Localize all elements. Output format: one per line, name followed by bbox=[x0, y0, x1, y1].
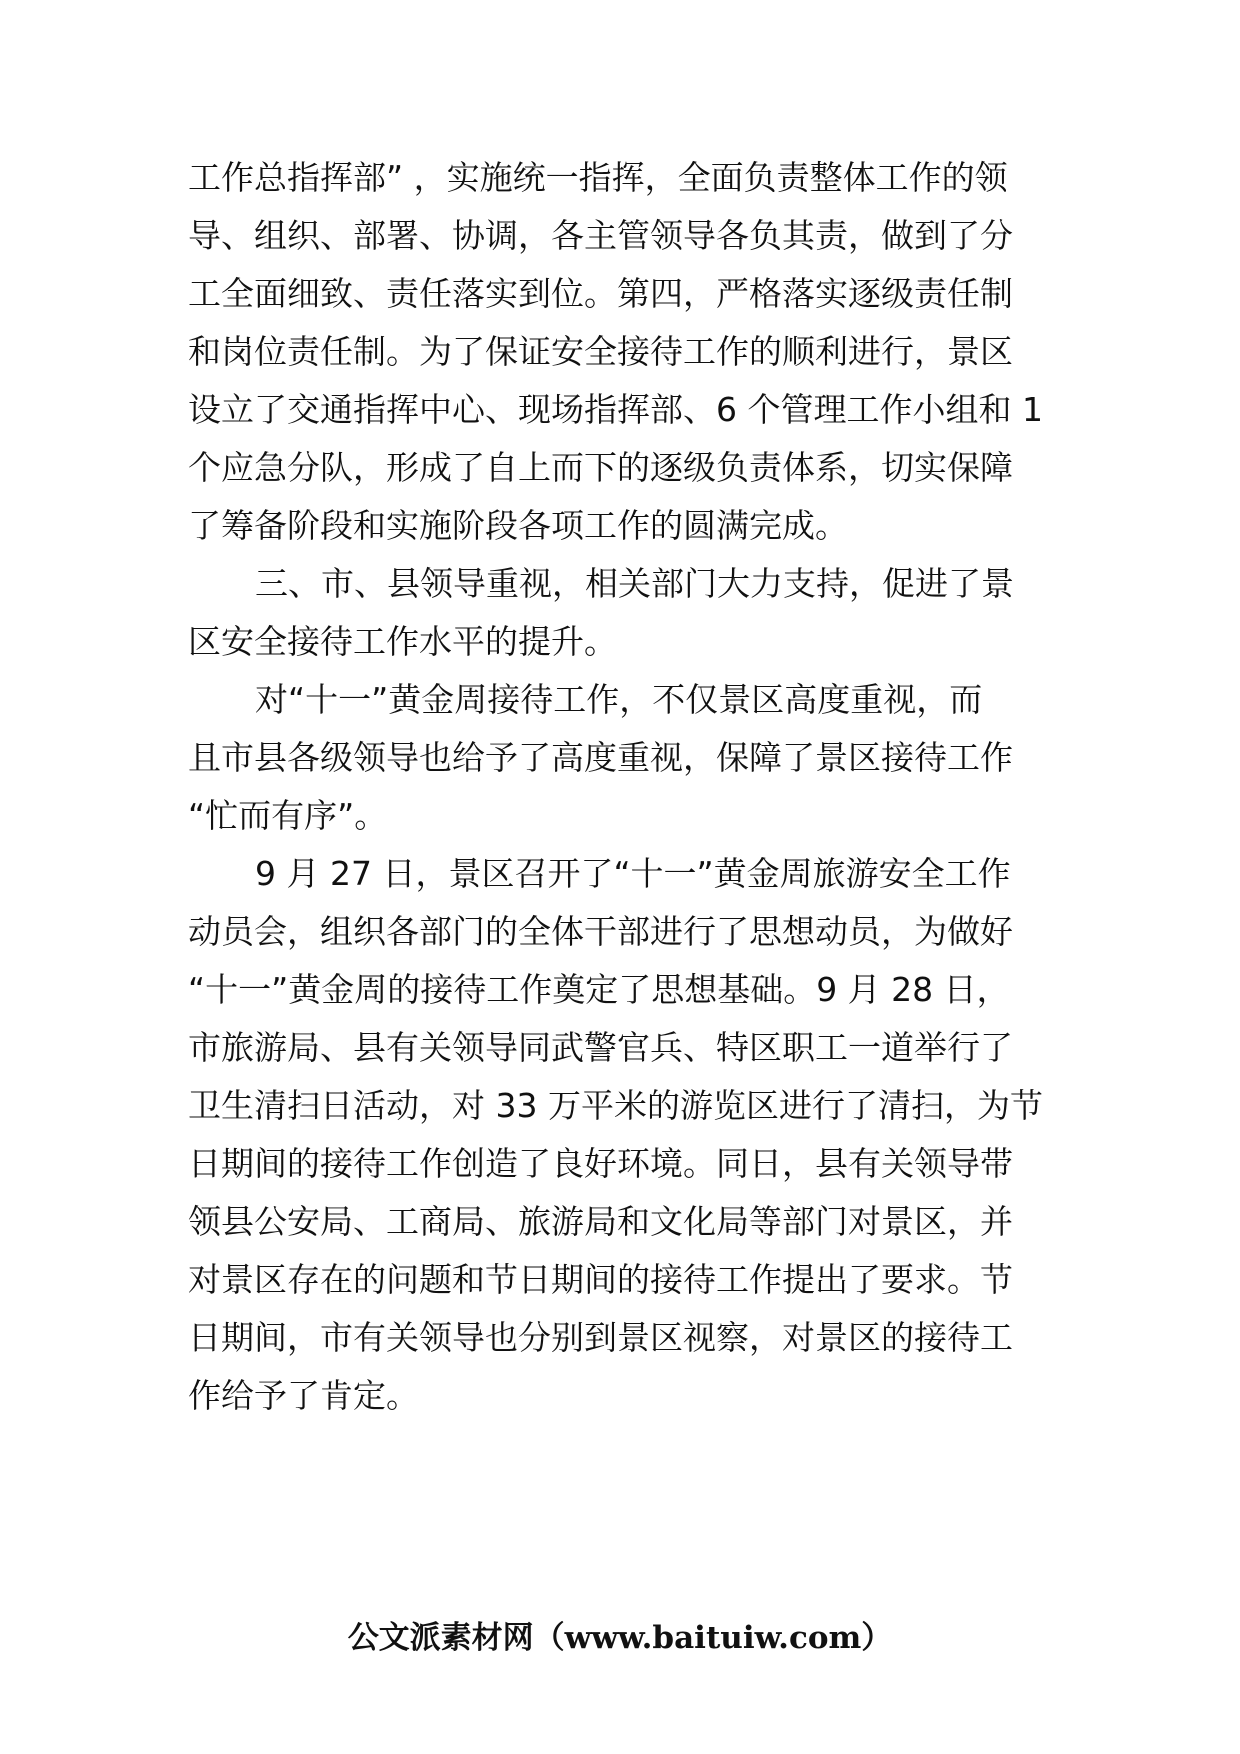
text-line: 动员会，组织各部门的全体干部进行了思想动员，为做好 bbox=[188, 912, 1013, 951]
footer-watermark: 公文派素材网（www.baituiw.com） bbox=[347, 1620, 893, 1656]
text-line: 且市县各级领导也给予了高度重视，保障了景区接待工作 bbox=[188, 738, 1013, 777]
text-line: “忙而有序”。 bbox=[188, 796, 388, 835]
text-line: 工全面细致、责任落实到位。第四，严格落实逐级责任制 bbox=[188, 274, 1013, 313]
text-line: 设立了交通指挥中心、现场指挥部、6 个管理工作小组和 1 bbox=[188, 390, 1043, 429]
text-line: 领县公安局、工商局、旅游局和文化局等部门对景区，并 bbox=[188, 1202, 1013, 1241]
text-line: 对“十一”黄金周接待工作，不仅景区高度重视，而 bbox=[255, 680, 983, 719]
text-line: 工作总指挥部” ，实施统一指挥，全面负责整体工作的领 bbox=[188, 158, 1008, 197]
text-line: 对景区存在的问题和节日期间的接待工作提出了要求。节 bbox=[188, 1260, 1013, 1299]
text-line: “十一”黄金周的接待工作奠定了思想基础。9 月 28 日， bbox=[188, 970, 1010, 1009]
text-line: 9 月 27 日，景区召开了“十一”黄金周旅游安全工作 bbox=[255, 854, 1011, 893]
text-line: 市旅游局、县有关领导同武警官兵、特区职工一道举行了 bbox=[188, 1028, 1013, 1067]
text-line: 个应急分队，形成了自上而下的逐级负责体系，切实保障 bbox=[188, 448, 1013, 487]
text-line: 日期间，市有关领导也分别到景区视察，对景区的接待工 bbox=[188, 1318, 1013, 1357]
section-heading-continuation: 区安全接待工作水平的提升。 bbox=[188, 622, 617, 661]
text-line: 卫生清扫日活动，对 33 万平米的游览区进行了清扫，为节 bbox=[188, 1086, 1043, 1125]
section-heading: 三、市、县领导重视，相关部门大力支持，促进了景 bbox=[255, 564, 1014, 603]
text-line: 日期间的接待工作创造了良好环境。同日，县有关领导带 bbox=[188, 1144, 1013, 1183]
text-line: 和岗位责任制。为了保证安全接待工作的顺利进行，景区 bbox=[188, 332, 1013, 371]
text-line: 作给予了肯定。 bbox=[188, 1376, 419, 1415]
text-line: 导、组织、部署、协调，各主管领导各负其责，做到了分 bbox=[188, 216, 1013, 255]
text-line: 了筹备阶段和实施阶段各项工作的圆满完成。 bbox=[188, 506, 848, 545]
